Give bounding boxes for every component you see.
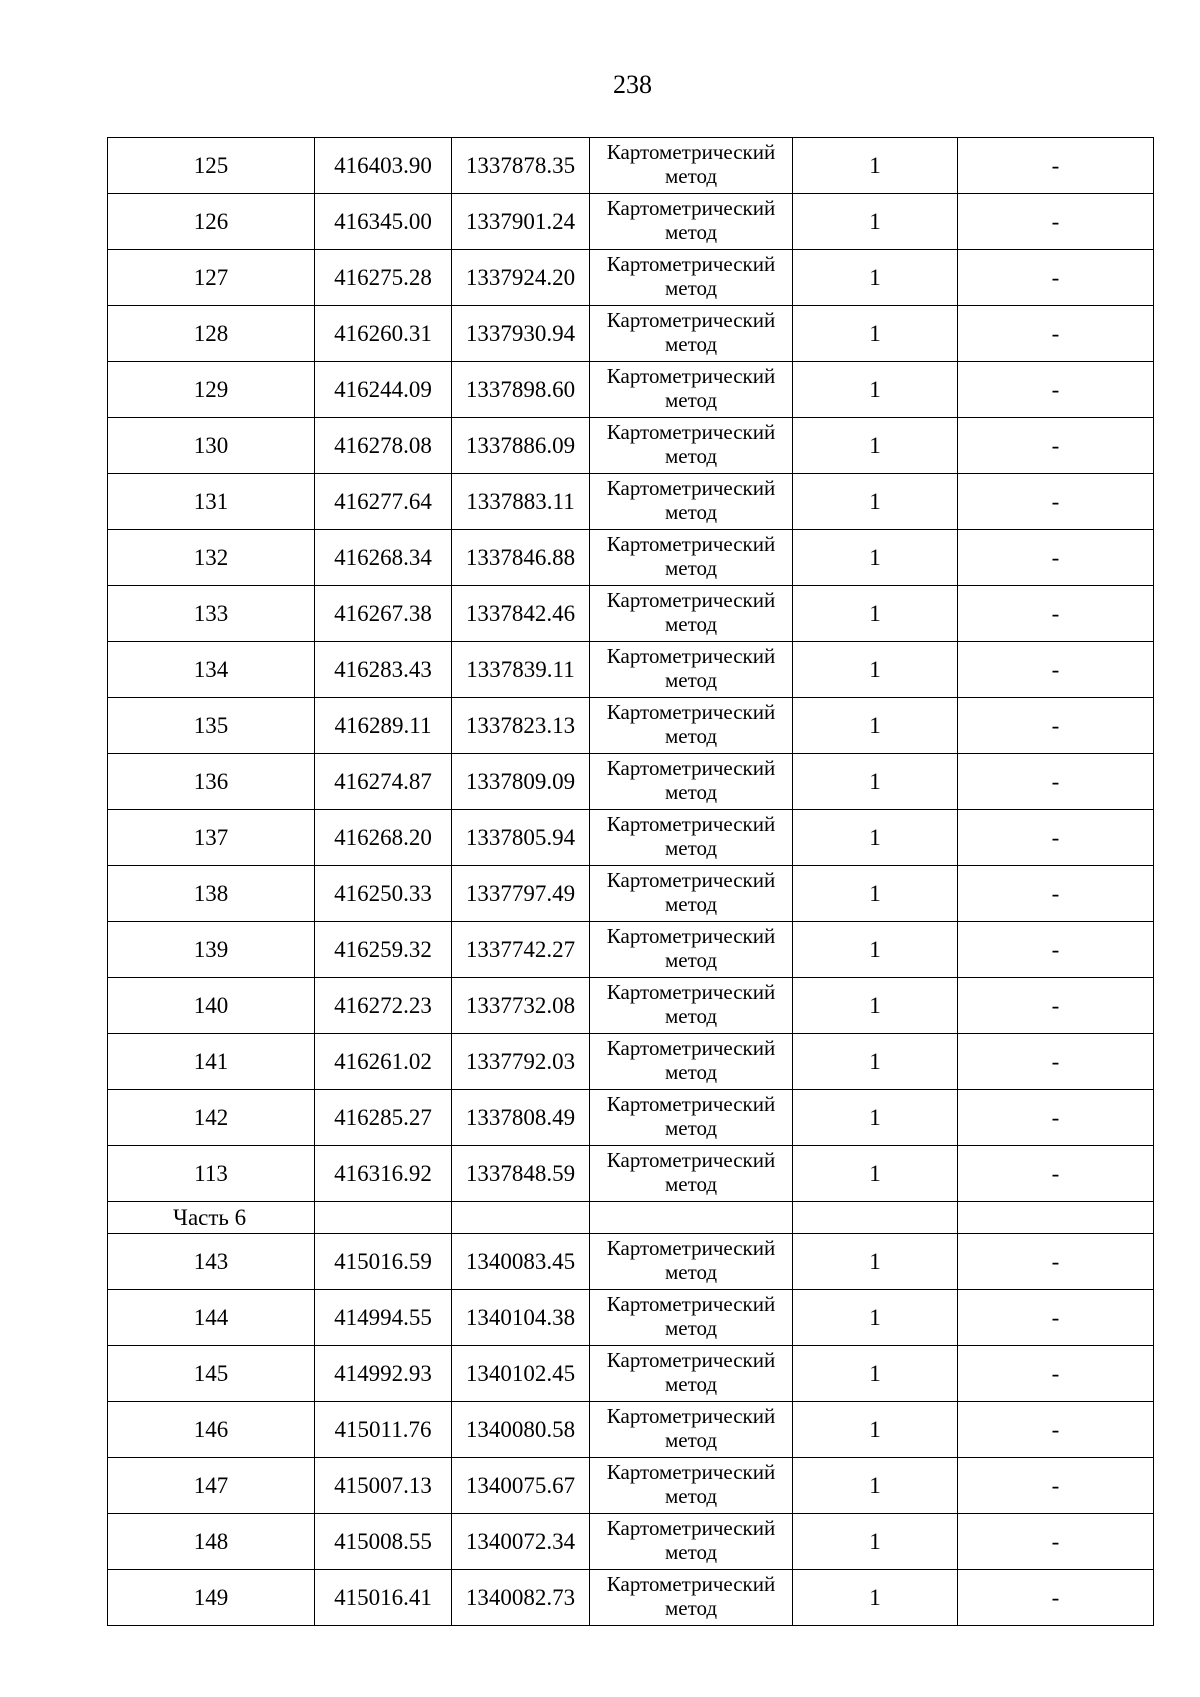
- method-cell: [590, 474, 793, 530]
- method-line-2: метод: [664, 220, 718, 244]
- point-number-cell: 130: [108, 418, 315, 474]
- method-line-2: метод: [664, 1428, 718, 1452]
- note-cell: -: [958, 586, 1154, 642]
- accuracy-cell: 1: [793, 1234, 958, 1290]
- y-coordinate-cell: 1340075.67: [452, 1458, 590, 1514]
- y-coordinate-cell: 1337901.24: [452, 194, 590, 250]
- point-number-cell: 144: [108, 1290, 315, 1346]
- accuracy-cell: 1: [793, 866, 958, 922]
- method-line-2: метод: [664, 388, 718, 412]
- note-cell: -: [958, 1458, 1154, 1514]
- point-number-cell: 133: [108, 586, 315, 642]
- method-line-1: Картометрический: [606, 1036, 776, 1060]
- table-row: [108, 138, 1154, 194]
- method-line-2: метод: [664, 892, 718, 916]
- table-row: [108, 418, 1154, 474]
- method-cell: [590, 1570, 793, 1626]
- accuracy-cell: 1: [793, 754, 958, 810]
- table-row: [108, 194, 1154, 250]
- method-line-2: метод: [664, 612, 718, 636]
- section-title: Часть 6: [108, 1202, 315, 1234]
- y-coordinate-cell: 1337924.20: [452, 250, 590, 306]
- note-cell: -: [958, 1402, 1154, 1458]
- method-line-1: Картометрический: [606, 980, 776, 1004]
- accuracy-cell: 1: [793, 1346, 958, 1402]
- accuracy-cell: 1: [793, 362, 958, 418]
- x-coordinate-cell: 416261.02: [315, 1034, 452, 1090]
- method-line-2: метод: [664, 556, 718, 580]
- method-line-2: метод: [664, 1372, 718, 1396]
- y-coordinate-cell: 1337839.11: [452, 642, 590, 698]
- x-coordinate-cell: 416316.92: [315, 1146, 452, 1202]
- y-coordinate-cell: 1337797.49: [452, 866, 590, 922]
- point-number-cell: 149: [108, 1570, 315, 1626]
- method-cell: [590, 530, 793, 586]
- y-coordinate-cell: 1340083.45: [452, 1234, 590, 1290]
- point-number-cell: 137: [108, 810, 315, 866]
- accuracy-cell: 1: [793, 1402, 958, 1458]
- note-cell: -: [958, 194, 1154, 250]
- note-cell: -: [958, 530, 1154, 586]
- method-line-1: Картометрический: [606, 756, 776, 780]
- y-coordinate-cell: 1340104.38: [452, 1290, 590, 1346]
- note-cell: -: [958, 810, 1154, 866]
- method-line-2: метод: [664, 444, 718, 468]
- method-line-2: метод: [664, 1116, 718, 1140]
- method-line-1: Картометрический: [606, 1292, 776, 1316]
- point-number-cell: 129: [108, 362, 315, 418]
- method-line-1: Картометрический: [606, 812, 776, 836]
- y-coordinate-cell: 1337792.03: [452, 1034, 590, 1090]
- y-coordinate-cell: 1337848.59: [452, 1146, 590, 1202]
- method-line-1: Картометрический: [606, 1236, 776, 1260]
- method-line-2: метод: [664, 1316, 718, 1340]
- y-coordinate-cell: 1337878.35: [452, 138, 590, 194]
- note-cell: -: [958, 1034, 1154, 1090]
- table-row: [108, 1402, 1154, 1458]
- x-coordinate-cell: 416274.87: [315, 754, 452, 810]
- table-row: [108, 586, 1154, 642]
- accuracy-cell: 1: [793, 698, 958, 754]
- table-row: [108, 642, 1154, 698]
- method-line-1: Картометрический: [606, 644, 776, 668]
- y-coordinate-cell: 1337808.49: [452, 1090, 590, 1146]
- method-line-2: метод: [664, 1596, 718, 1620]
- method-line-2: метод: [664, 1060, 718, 1084]
- point-number-cell: 136: [108, 754, 315, 810]
- method-cell: [590, 922, 793, 978]
- point-number-cell: 127: [108, 250, 315, 306]
- point-number-cell: 128: [108, 306, 315, 362]
- method-line-1: Картометрический: [606, 924, 776, 948]
- point-number-cell: 141: [108, 1034, 315, 1090]
- x-coordinate-cell: 416283.43: [315, 642, 452, 698]
- note-cell: -: [958, 922, 1154, 978]
- note-cell: -: [958, 1514, 1154, 1570]
- method-cell: [590, 642, 793, 698]
- note-cell: -: [958, 474, 1154, 530]
- point-number-cell: 113: [108, 1146, 315, 1202]
- method-line-1: Картометрический: [606, 1348, 776, 1372]
- method-line-1: Картометрический: [606, 868, 776, 892]
- y-coordinate-cell: 1337805.94: [452, 810, 590, 866]
- method-line-2: метод: [664, 1004, 718, 1028]
- method-cell: [590, 1514, 793, 1570]
- note-cell: -: [958, 306, 1154, 362]
- table-row: [108, 1146, 1154, 1202]
- x-coordinate-cell: 415016.41: [315, 1570, 452, 1626]
- table-row: [108, 250, 1154, 306]
- empty-cell: [452, 1202, 590, 1234]
- y-coordinate-cell: 1340080.58: [452, 1402, 590, 1458]
- table-row: [108, 1346, 1154, 1402]
- method-line-1: Картометрический: [606, 532, 776, 556]
- y-coordinate-cell: 1337886.09: [452, 418, 590, 474]
- table-row: [108, 1034, 1154, 1090]
- method-line-2: метод: [664, 276, 718, 300]
- method-line-1: Картометрический: [606, 476, 776, 500]
- accuracy-cell: 1: [793, 474, 958, 530]
- point-number-cell: 138: [108, 866, 315, 922]
- method-line-1: Картометрический: [606, 588, 776, 612]
- table-row: [108, 1458, 1154, 1514]
- x-coordinate-cell: 416289.11: [315, 698, 452, 754]
- table-row: [108, 1234, 1154, 1290]
- method-line-2: метод: [664, 1260, 718, 1284]
- method-cell: [590, 1290, 793, 1346]
- note-cell: -: [958, 138, 1154, 194]
- accuracy-cell: 1: [793, 922, 958, 978]
- note-cell: -: [958, 978, 1154, 1034]
- x-coordinate-cell: 416403.90: [315, 138, 452, 194]
- point-number-cell: 132: [108, 530, 315, 586]
- table-row: [108, 698, 1154, 754]
- method-cell: [590, 1402, 793, 1458]
- point-number-cell: 135: [108, 698, 315, 754]
- accuracy-cell: 1: [793, 810, 958, 866]
- accuracy-cell: 1: [793, 978, 958, 1034]
- note-cell: -: [958, 1090, 1154, 1146]
- method-cell: [590, 978, 793, 1034]
- note-cell: -: [958, 362, 1154, 418]
- note-cell: -: [958, 418, 1154, 474]
- y-coordinate-cell: 1337883.11: [452, 474, 590, 530]
- method-line-1: Картометрический: [606, 140, 776, 164]
- method-line-1: Картометрический: [606, 700, 776, 724]
- x-coordinate-cell: 416268.20: [315, 810, 452, 866]
- table-row: [108, 1090, 1154, 1146]
- method-cell: [590, 866, 793, 922]
- method-cell: [590, 1458, 793, 1514]
- method-cell: [590, 698, 793, 754]
- x-coordinate-cell: 416268.34: [315, 530, 452, 586]
- accuracy-cell: 1: [793, 530, 958, 586]
- note-cell: -: [958, 1346, 1154, 1402]
- method-line-2: метод: [664, 1540, 718, 1564]
- table-row: [108, 922, 1154, 978]
- accuracy-cell: 1: [793, 1034, 958, 1090]
- method-cell: [590, 1090, 793, 1146]
- accuracy-cell: 1: [793, 1090, 958, 1146]
- x-coordinate-cell: 414992.93: [315, 1346, 452, 1402]
- table-row: [108, 362, 1154, 418]
- y-coordinate-cell: 1337930.94: [452, 306, 590, 362]
- note-cell: -: [958, 1290, 1154, 1346]
- accuracy-cell: 1: [793, 1570, 958, 1626]
- method-cell: [590, 1146, 793, 1202]
- point-number-cell: 126: [108, 194, 315, 250]
- x-coordinate-cell: 416244.09: [315, 362, 452, 418]
- x-coordinate-cell: 415007.13: [315, 1458, 452, 1514]
- x-coordinate-cell: 416278.08: [315, 418, 452, 474]
- method-cell: [590, 418, 793, 474]
- note-cell: -: [958, 1146, 1154, 1202]
- table-row: [108, 1570, 1154, 1626]
- table-row: [108, 866, 1154, 922]
- accuracy-cell: 1: [793, 1146, 958, 1202]
- point-number-cell: 142: [108, 1090, 315, 1146]
- table-row: [108, 810, 1154, 866]
- method-line-1: Картометрический: [606, 1404, 776, 1428]
- accuracy-cell: 1: [793, 1290, 958, 1346]
- method-line-1: Картометрический: [606, 1516, 776, 1540]
- y-coordinate-cell: 1337742.27: [452, 922, 590, 978]
- point-number-cell: 143: [108, 1234, 315, 1290]
- y-coordinate-cell: 1337732.08: [452, 978, 590, 1034]
- accuracy-cell: 1: [793, 306, 958, 362]
- table-row: [108, 530, 1154, 586]
- accuracy-cell: 1: [793, 586, 958, 642]
- method-line-2: метод: [664, 724, 718, 748]
- method-line-1: Картометрический: [606, 1460, 776, 1484]
- method-line-1: Картометрический: [606, 252, 776, 276]
- note-cell: -: [958, 754, 1154, 810]
- point-number-cell: 147: [108, 1458, 315, 1514]
- method-cell: [590, 1034, 793, 1090]
- y-coordinate-cell: 1337809.09: [452, 754, 590, 810]
- method-line-1: Картометрический: [606, 1572, 776, 1596]
- table-row: [108, 978, 1154, 1034]
- empty-cell: [958, 1202, 1154, 1234]
- method-cell: [590, 586, 793, 642]
- method-line-1: Картометрический: [606, 308, 776, 332]
- point-number-cell: 148: [108, 1514, 315, 1570]
- note-cell: -: [958, 1570, 1154, 1626]
- y-coordinate-cell: 1340072.34: [452, 1514, 590, 1570]
- note-cell: -: [958, 866, 1154, 922]
- point-number-cell: 146: [108, 1402, 315, 1458]
- method-cell: [590, 306, 793, 362]
- method-line-2: метод: [664, 164, 718, 188]
- point-number-cell: 140: [108, 978, 315, 1034]
- note-cell: -: [958, 642, 1154, 698]
- empty-cell: [590, 1202, 793, 1234]
- method-line-2: метод: [664, 500, 718, 524]
- method-line-1: Картометрический: [606, 196, 776, 220]
- x-coordinate-cell: 416272.23: [315, 978, 452, 1034]
- x-coordinate-cell: 416285.27: [315, 1090, 452, 1146]
- method-cell: [590, 194, 793, 250]
- table-row: [108, 1514, 1154, 1570]
- note-cell: -: [958, 1234, 1154, 1290]
- y-coordinate-cell: 1337842.46: [452, 586, 590, 642]
- method-cell: [590, 1234, 793, 1290]
- method-cell: [590, 250, 793, 306]
- method-line-1: Картометрический: [606, 1148, 776, 1172]
- table-row: [108, 306, 1154, 362]
- table-row: [108, 1290, 1154, 1346]
- method-line-2: метод: [664, 332, 718, 356]
- y-coordinate-cell: 1340102.45: [452, 1346, 590, 1402]
- method-line-1: Картометрический: [606, 364, 776, 388]
- x-coordinate-cell: 416275.28: [315, 250, 452, 306]
- point-number-cell: 131: [108, 474, 315, 530]
- method-line-1: Картометрический: [606, 420, 776, 444]
- point-number-cell: 134: [108, 642, 315, 698]
- accuracy-cell: 1: [793, 138, 958, 194]
- x-coordinate-cell: 416345.00: [315, 194, 452, 250]
- empty-cell: [793, 1202, 958, 1234]
- empty-cell: [315, 1202, 452, 1234]
- y-coordinate-cell: 1337898.60: [452, 362, 590, 418]
- y-coordinate-cell: 1337846.88: [452, 530, 590, 586]
- coordinates-table: [107, 137, 1154, 1626]
- method-line-2: метод: [664, 1172, 718, 1196]
- accuracy-cell: 1: [793, 642, 958, 698]
- method-cell: [590, 810, 793, 866]
- x-coordinate-cell: 416250.33: [315, 866, 452, 922]
- accuracy-cell: 1: [793, 418, 958, 474]
- point-number-cell: 145: [108, 1346, 315, 1402]
- y-coordinate-cell: 1337823.13: [452, 698, 590, 754]
- method-line-2: метод: [664, 780, 718, 804]
- method-cell: [590, 362, 793, 418]
- x-coordinate-cell: 416259.32: [315, 922, 452, 978]
- accuracy-cell: 1: [793, 194, 958, 250]
- method-line-2: метод: [664, 836, 718, 860]
- accuracy-cell: 1: [793, 1458, 958, 1514]
- x-coordinate-cell: 415016.59: [315, 1234, 452, 1290]
- x-coordinate-cell: 415008.55: [315, 1514, 452, 1570]
- accuracy-cell: 1: [793, 1514, 958, 1570]
- page-number: 238: [613, 70, 652, 99]
- note-cell: -: [958, 250, 1154, 306]
- x-coordinate-cell: 415011.76: [315, 1402, 452, 1458]
- method-line-2: метод: [664, 668, 718, 692]
- point-number-cell: 139: [108, 922, 315, 978]
- method-cell: [590, 754, 793, 810]
- method-line-2: метод: [664, 948, 718, 972]
- table-row: [108, 474, 1154, 530]
- note-cell: -: [958, 698, 1154, 754]
- method-cell: [590, 1346, 793, 1402]
- table-row: [108, 754, 1154, 810]
- y-coordinate-cell: 1340082.73: [452, 1570, 590, 1626]
- method-line-1: Картометрический: [606, 1092, 776, 1116]
- x-coordinate-cell: 416277.64: [315, 474, 452, 530]
- section-row: [108, 1202, 1154, 1234]
- point-number-cell: 125: [108, 138, 315, 194]
- accuracy-cell: 1: [793, 250, 958, 306]
- x-coordinate-cell: 416267.38: [315, 586, 452, 642]
- method-cell: [590, 138, 793, 194]
- x-coordinate-cell: 414994.55: [315, 1290, 452, 1346]
- x-coordinate-cell: 416260.31: [315, 306, 452, 362]
- method-line-2: метод: [664, 1484, 718, 1508]
